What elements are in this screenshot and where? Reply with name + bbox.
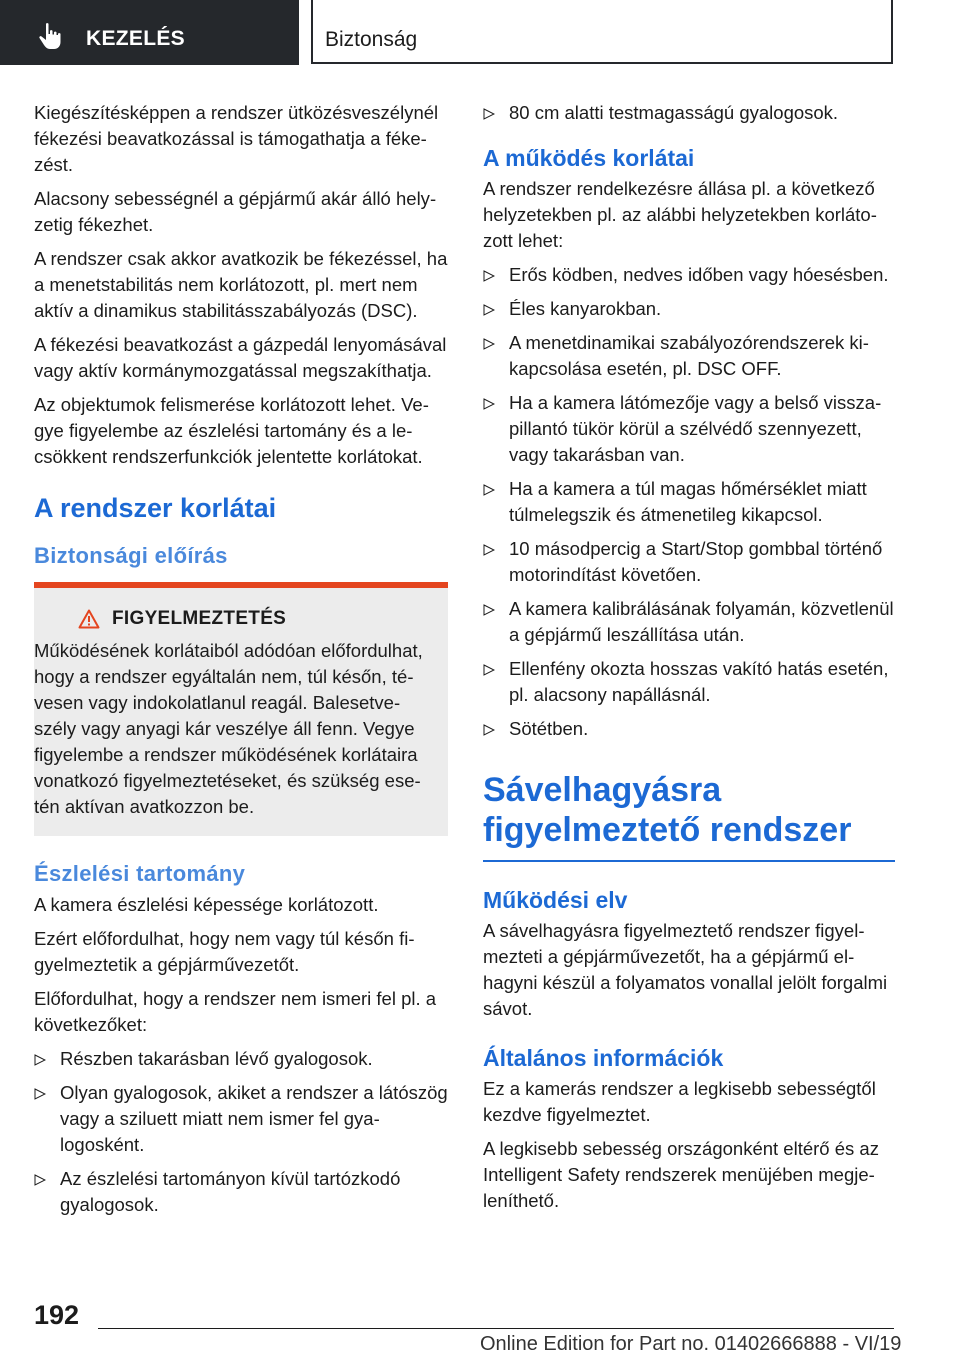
paragraph: A kamera észlelési képessége korlátozott. [34,894,379,915]
left-column [34,100,450,1226]
triangle-bullet-icon [483,270,495,282]
section-title: Biztonság [325,28,418,51]
heading-system-limits: A rendszer korlátai [34,493,277,523]
heading-detection-range: Észlelési tartomány [34,861,246,886]
paragraph: A legkisebb sebesség országonként eltérő és az Intelligent Safety rendszerek menüjében megjeleníthető. [483,1138,879,1211]
heading-general-information: Általános információk [483,1045,724,1071]
triangle-bullet-icon [34,1088,46,1100]
list-item: Részben takarásban lévő gyalogosok. [34,1046,450,1072]
paragraph: Előfordulhat, hogy a rendszer nem ismeri fel pl. a következőket: [34,988,437,1035]
warning-header [78,606,436,632]
triangle-bullet-icon [483,304,495,316]
paragraph: Kiegészítésképpen a rendszer ütközésveszélynél fékezési beavatkozással is támogathatja a fékezést. [34,102,439,175]
list-item: A kamera kalibrálásának folyamán, közvetlenül a gépjármű leszállítása után. [483,596,895,648]
function-limits-list [483,262,895,742]
list-item: 80 cm alatti testmagasságú gyalogosok. [483,100,895,126]
list-item: Az észlelési tartományon kívül tartózkodó gyalogosok. [34,1166,450,1218]
range-bullet-list-continued [483,100,895,126]
list-item: Ellenfény okozta hosszas vakító hatás esetén, pl. alacsony napállásnál. [483,656,895,708]
triangle-bullet-icon [483,484,495,496]
right-column [483,100,895,1222]
heading-function-limits: A működés korlátai [483,145,695,171]
triangle-bullet-icon [34,1054,46,1066]
chapter-tab-label: KEZELÉS [86,27,185,50]
heading-lane-departure-warning: Sávelhagyásra figyelmeztető rendszer [483,770,895,862]
triangle-bullet-icon [483,108,495,120]
paragraph: A rendszer rendelkezésre állása pl. a következő helyzetekben pl. az alábbi helyzetekben korlátozott lehet: [483,178,877,251]
chapter-tab[interactable] [0,0,299,65]
paragraph: A rendszer csak akkor avatkozik be fékezéssel, ha a menetstabilitás nem korlátozott, pl. mert nem aktív a dinamikus stabilitásszabályozás (DSC). [34,248,448,321]
list-item: 10 másodpercig a Start/Stop gombbal történő motorindítást követően. [483,536,895,588]
list-item: A menetdinamikai szabályozórendszerek kikapcsolása esetén, pl. DSC OFF. [483,330,895,382]
triangle-bullet-icon [483,338,495,350]
paragraph: Az objektumok felismerése korlátozott lehet. Vegye figyelembe az észlelési tartomány és a lecsökkent rendszerfunkciók jelentette korlátokat. [34,394,429,467]
list-item: Éles kanyarokban. [483,296,895,322]
warning-box [34,582,448,836]
paragraph: Ezért előfordulhat, hogy nem vagy túl későn figyelmeztetik a gépjárművezetőt. [34,928,415,975]
paragraph: Alacsony sebességnél a gépjármű akár álló helyzetig fékezhet. [34,188,437,235]
paragraph: A sávelhagyásra figyelmeztető rendszer figyelmezteti a gépjárművezetőt, ha a gépjármű elhagyni készül a folyamatos vonallal jelölt forgalmi sávot. [483,920,888,1019]
paragraph: Ez a kamerás rendszer a legkisebb sebességtől kezdve figyelmeztet. [483,1078,876,1125]
paragraph: A fékezési beavatkozást a gázpedál lenyomásával vagy aktív kormánymozgatással megszakíthatja. [34,334,447,381]
range-bullet-list [34,1046,450,1218]
list-item: Ha a kamera a túl magas hőmérséklet miatt túlmelegszik és átmenetileg kikapcsol. [483,476,895,528]
triangle-bullet-icon [483,724,495,736]
heading-safety-notice: Biztonsági előírás [34,543,228,568]
triangle-bullet-icon [483,544,495,556]
list-item: Ha a kamera látómezője vagy a belső visszapillantó tükör körül a szélvédő szennyezett, vagy takarásban van. [483,390,895,468]
triangle-bullet-icon [483,664,495,676]
triangle-bullet-icon [483,398,495,410]
footer-divider [98,1328,894,1329]
warning-text: Működésének korlátaiból adódóan előfordulhat, hogy a rendszer egyáltalán nem, túl későn, tévesen vagy indokolatlanul reagál. Balesetveszély vagy anyagi kár veszélye áll fenn. Vegye figyelembe a rendszer működésének korlátaira vonatkozó figyelmeztetéseket, és szükség esetén aktívan avatkozzon be. [34,640,423,817]
heading-operating-principle: Működési elv [483,887,628,913]
list-item: Erős ködben, nedves időben vagy hóesésben. [483,262,895,288]
edition-note: Online Edition for Part no. 01402666888 - VI/19 [480,1333,902,1355]
page-number: 192 [34,1300,80,1330]
list-item: Olyan gyalogosok, akiket a rendszer a látószög vagy a sziluett miatt nem ismer fel gyalogosként. [34,1080,450,1158]
warning-title: FIGYELMEZTETÉS [112,608,287,629]
triangle-bullet-icon [483,604,495,616]
triangle-bullet-icon [34,1174,46,1186]
hand-pointer-icon [38,22,64,50]
warning-triangle-icon [78,609,100,629]
list-item: Sötétben. [483,716,895,742]
